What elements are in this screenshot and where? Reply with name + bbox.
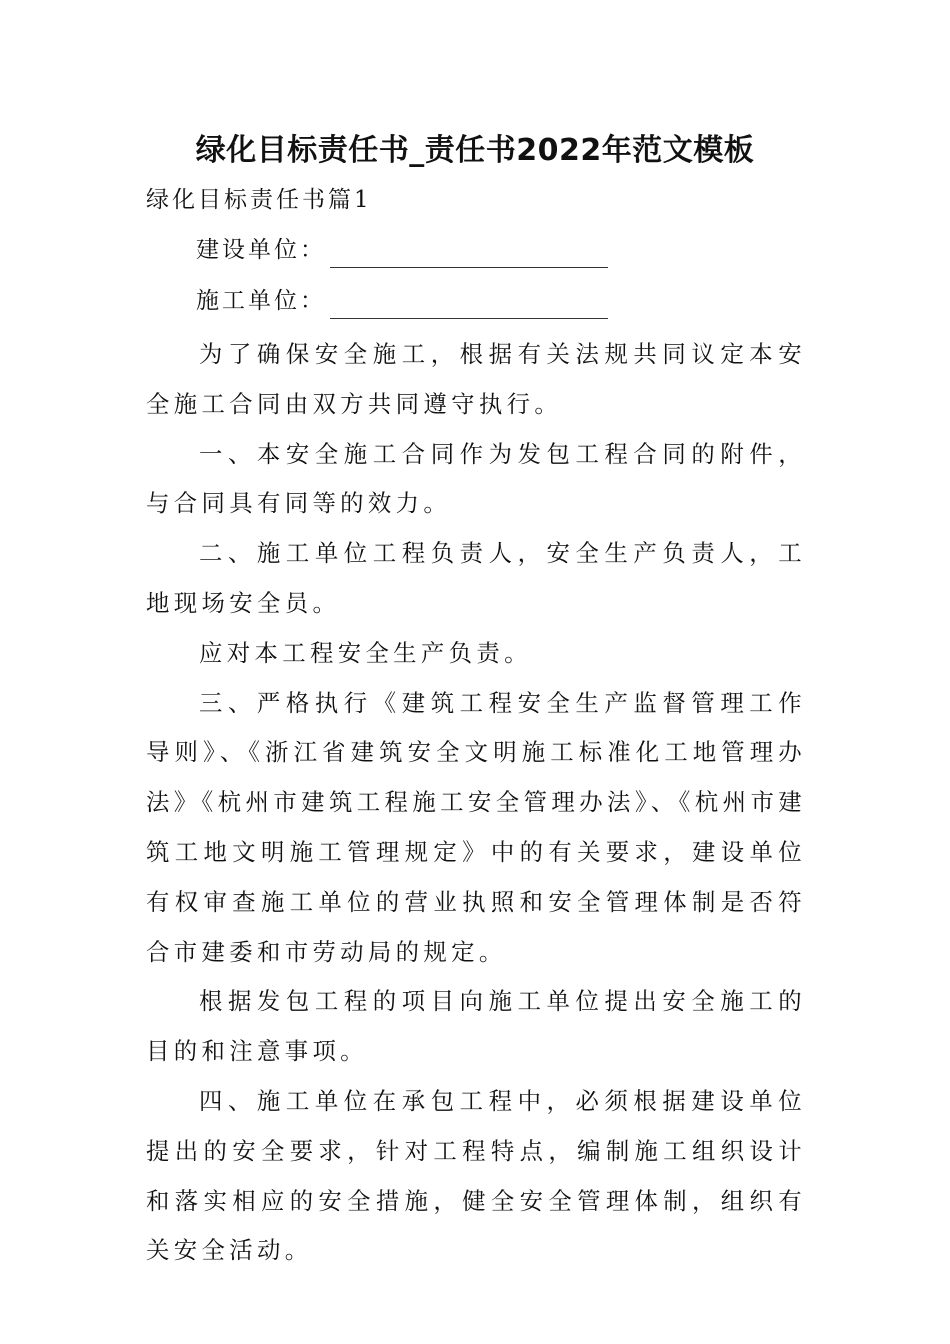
paragraph: 一、本安全施工合同作为发包工程合同的附件，与合同具有同等的效力。 [146, 439, 806, 518]
paragraph: 为了确保安全施工，根据有关法规共同议定本安全施工合同由双方共同遵守执行。 [146, 340, 806, 418]
field-label: 建设单位： [196, 237, 326, 263]
blank-underline [330, 245, 608, 268]
section-heading: 绿化目标责任书篇1 [146, 187, 372, 213]
document-body [146, 330, 806, 1276]
contractor-unit-field [196, 283, 608, 319]
paragraph: 根据发包工程的项目向施工单位提出安全施工的目的和注意事项。 [146, 987, 806, 1066]
paragraph: 应对本工程安全生产负责。 [199, 638, 532, 667]
paragraph: 四、施工单位在承包工程中，必须根据建设单位提出的安全要求，针对工程特点，编制施工组织设计和落实相应的安全措施，健全安全管理体制，组织有关安全活动。 [146, 1086, 806, 1265]
document-title: 绿化目标责任书_责任书2022年范文模板 [195, 133, 755, 168]
paragraph: 二、施工单位工程负责人，安全生产负责人，工地现场安全员。 [146, 539, 806, 617]
blank-underline [330, 296, 608, 319]
construction-unit-field [196, 232, 608, 268]
field-label: 施工单位： [196, 288, 326, 314]
paragraph: 三、严格执行《建筑工程安全生产监督管理工作导则》、《浙江省建筑安全文明施工标准化工地管理办法》《杭州市建筑工程施工安全管理办法》、《杭州市建筑工地文明施工管理规定》中的有关要求，建设单位有权审查施工单位的营业执照和安全管理体制是否符合市建委和市劳动局的规定。 [146, 688, 806, 966]
